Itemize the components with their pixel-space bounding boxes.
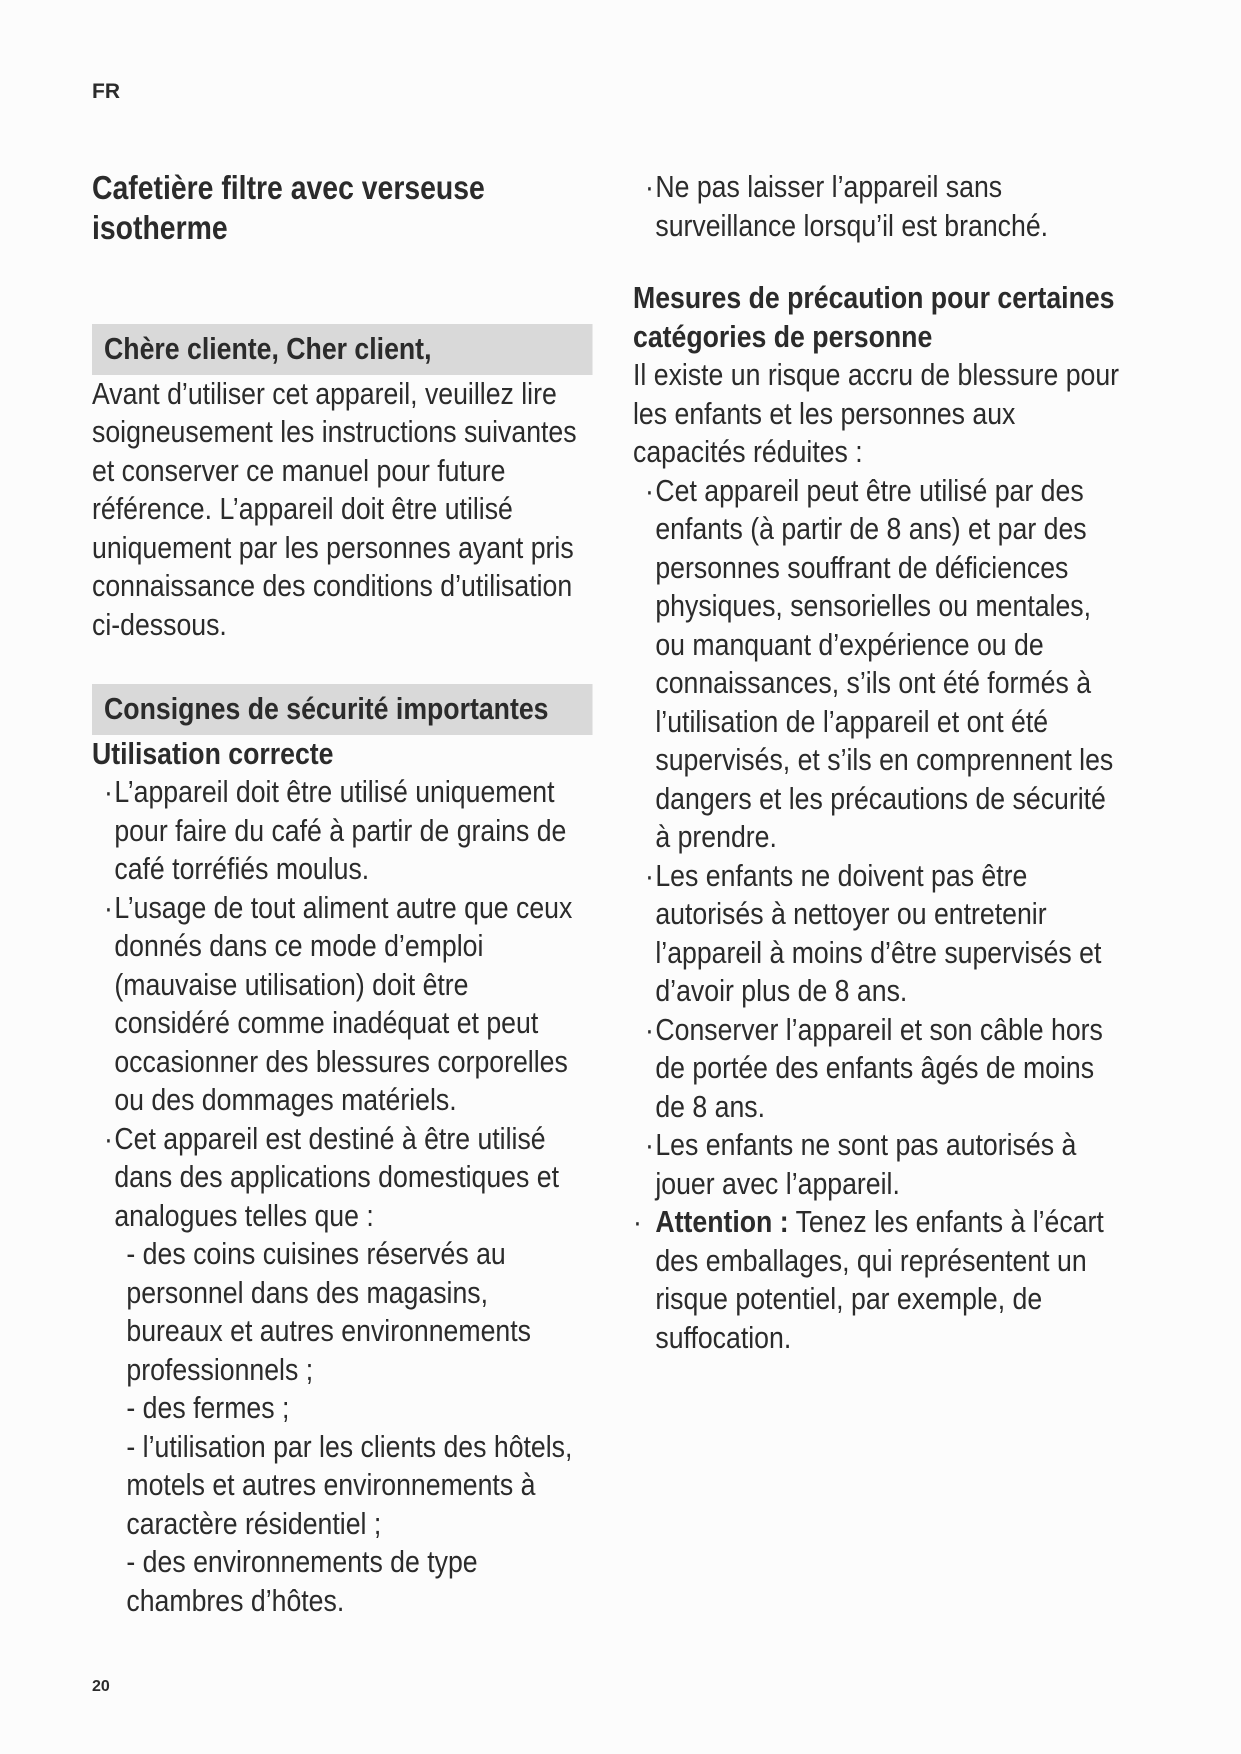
bullet-dot: · <box>645 857 654 893</box>
bullet-text: Les enfants ne doivent pas être autorisés à nettoyer ou entretenir l’appareil à moins d’être supervisés et d’avoir plus de 8 ans. <box>655 857 1102 1008</box>
left-column <box>92 168 582 1620</box>
bullet-text: Ne pas laisser l’appareil sans surveillance lorsqu’il est branché. <box>655 169 1049 243</box>
bullet-dot: · <box>645 1127 654 1162</box>
intro-paragraph: Avant d’utiliser cet appareil, veuillez lire soigneusement les instructions suivantes et conserver ce manuel pour future référence. L’appareil doit être utilisé uniquement par les personnes ayant pris connaissance des conditions d’utilisation ci-dessous. <box>92 375 577 642</box>
bullet-dot: · <box>645 1011 654 1047</box>
bullet-dot: · <box>645 472 654 508</box>
bullet-text: Les enfants ne sont pas autorisés à jouer avec l’appareil. <box>655 1127 1077 1201</box>
page-number: 20 <box>92 1678 110 1695</box>
document-title <box>92 168 582 248</box>
precaution-heading: Mesures de précaution pour certaines catégories de personne <box>633 280 1115 354</box>
right-column <box>633 168 1123 1357</box>
attention-text: Tenez les enfants à l’écart des emballages, qui représentent un risque potentiel, par exemple, de suffocation. <box>655 1204 1104 1355</box>
bullet-dot: · <box>645 169 654 204</box>
bullet-dot: · <box>633 1204 642 1239</box>
precaution-intro: Il existe un risque accru de blessure pour les enfants et les personnes aux capacités réduites : <box>633 357 1120 469</box>
bullet-text: Conserver l’appareil et son câble hors de portée des enfants âgés de moins de 8 ans. <box>655 1011 1103 1124</box>
bullet-dot: · <box>104 1120 113 1156</box>
precaution-bullet <box>633 472 1123 857</box>
precaution-bullet <box>633 857 1123 1011</box>
greeting-banner: Chère cliente, Cher client, <box>92 324 593 375</box>
bullet-dot: · <box>104 774 113 809</box>
usage-bullet <box>92 1120 582 1236</box>
sub-item: - des environnements de type chambres d’hôtes. <box>126 1544 478 1618</box>
attention-note <box>633 1203 1123 1357</box>
sub-item: - des fermes ; <box>126 1390 290 1425</box>
bullet-text: Cet appareil est destiné à être utilisé dans des applications domestiques et analogues telles que : <box>114 1120 559 1233</box>
usage-heading: Utilisation correcte <box>92 735 334 771</box>
sub-item: - des coins cuisines réservés au personnel dans des magasins, bureaux et autres environnements professionnels ; <box>126 1236 531 1387</box>
usage-bullet <box>92 773 582 889</box>
bullet-dot: · <box>104 889 113 925</box>
title-line-1: Cafetière filtre avec verseuse <box>92 169 485 206</box>
safety-heading-banner: Consignes de sécurité importantes <box>92 684 593 735</box>
title-line-2: isotherme <box>92 209 228 246</box>
precaution-bullet <box>633 1126 1123 1203</box>
supervision-bullet <box>633 168 1123 245</box>
usage-bullet <box>92 889 582 1120</box>
language-label: FR <box>92 80 120 103</box>
bullet-text: Cet appareil peut être utilisé par des enfants (à partir de 8 ans) et par des personnes souffrant de déficiences physiques, sensorielles ou mentales, ou manquant d’expérience ou de connaissances, s’ils ont été formés à l’utilisation de l’appareil et ont été supervisés, et s’ils en comprennent les dangers et les précautions de sécurité à prendre. <box>655 472 1114 854</box>
attention-label: Attention : <box>655 1204 789 1239</box>
bullet-text: L’appareil doit être utilisé uniquement pour faire du café à partir de grains de café torréfiés moulus. <box>114 774 567 886</box>
sub-item: - l’utilisation par les clients des hôtels, motels et autres environnements à caractère résidentiel ; <box>126 1428 573 1541</box>
precaution-bullet <box>633 1011 1123 1127</box>
bullet-text: L’usage de tout aliment autre que ceux donnés dans ce mode d’emploi (mauvaise utilisation) doit être considéré comme inadéquat et peut occasionner des blessures corporelles ou des dommages matériels. <box>114 889 573 1117</box>
